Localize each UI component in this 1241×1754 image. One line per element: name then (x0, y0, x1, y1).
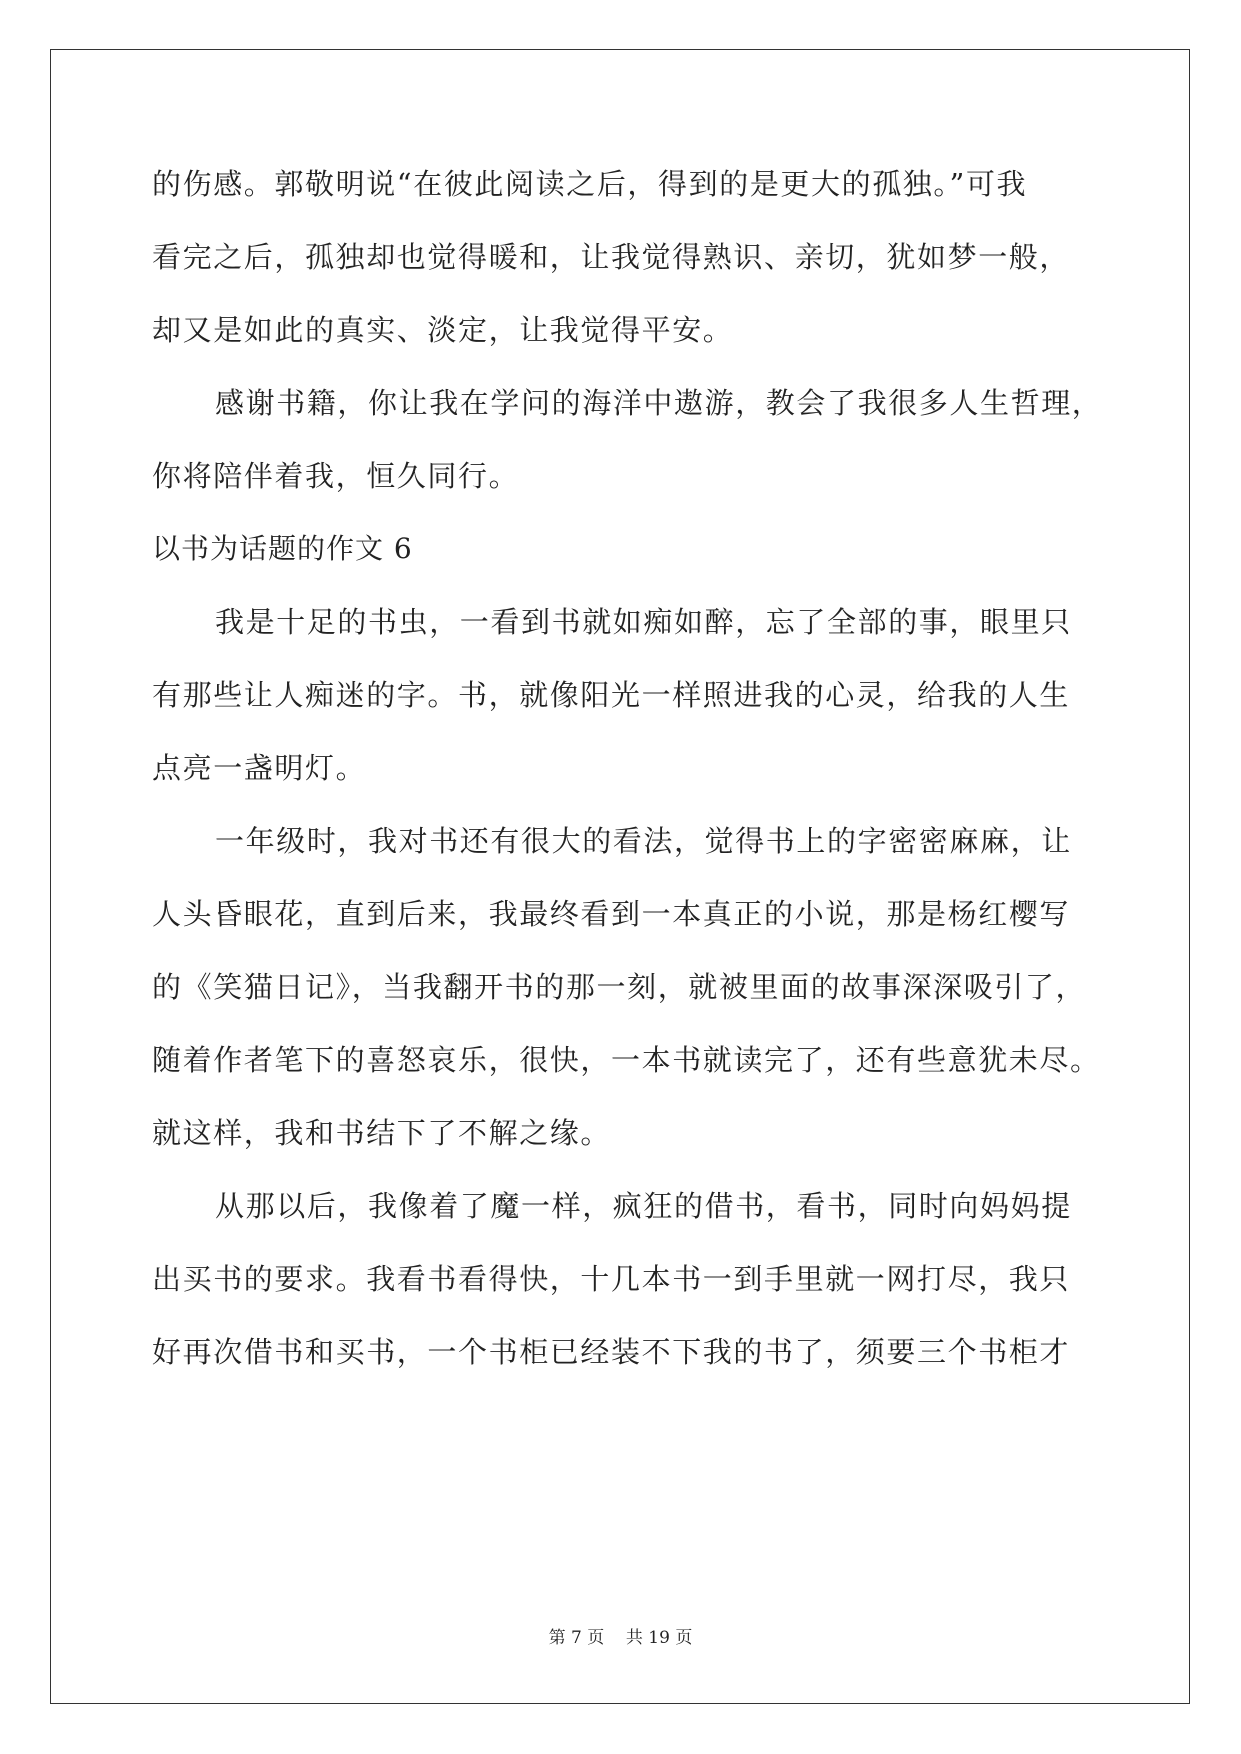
text-line: 有那些让人痴迷的字。书，就像阳光一样照进我的心灵，给我的人生 (152, 678, 1071, 712)
page-number: 第 7 页 (548, 1628, 605, 1648)
page-border (50, 49, 1190, 1704)
text-line: 你将陪伴着我，恒久同行。 (152, 459, 520, 493)
footer-gap (604, 1628, 626, 1648)
text-line: 就这样，我和书结下了不解之缘。 (152, 1116, 612, 1150)
text-line: 随着作者笔下的喜怒哀乐，很快，一本书就读完了，还有些意犹未尽。 (152, 1043, 1101, 1077)
text-line: 的《笑猫日记》，当我翻开书的那一刻，就被里面的故事深深吸引了， (152, 970, 1087, 1004)
paragraph-start-line: 感谢书籍，你让我在学问的海洋中遨游，教会了我很多人生哲理， (215, 386, 1103, 420)
text-line: 人头昏眼花，直到后来，我最终看到一本真正的小说，那是杨红樱写 (152, 897, 1071, 931)
paragraph-start-line: 从那以后，我像着了魔一样，疯狂的借书，看书，同时向妈妈提 (215, 1189, 1072, 1223)
text-line: 好再次借书和买书，一个书柜已经装不下我的书了，须要三个书柜才 (152, 1335, 1071, 1369)
total-pages: 共 19 页 (625, 1628, 693, 1648)
text-line: 出买书的要求。我看书看得快，十几本书一到手里就一网打尽，我只 (152, 1262, 1071, 1296)
page-footer (0, 1626, 1241, 1650)
paragraph-start-line: 一年级时，我对书还有很大的看法，觉得书上的字密密麻麻，让 (215, 824, 1072, 858)
text-line: 却又是如此的真实、淡定，让我觉得平安。 (152, 313, 734, 347)
section-heading: 以书为话题的作文 6 (152, 532, 413, 565)
text-line: 的伤感。郭敬明说“在彼此阅读之后，得到的是更大的孤独。”可我 (152, 167, 1028, 201)
text-line: 看完之后，孤独却也觉得暖和，让我觉得熟识、亲切，犹如梦一般， (152, 240, 1071, 274)
text-line: 点亮一盏明灯。 (152, 751, 367, 785)
paragraph-start-line: 我是十足的书虫，一看到书就如痴如醉，忘了全部的事，眼里只 (215, 605, 1072, 639)
